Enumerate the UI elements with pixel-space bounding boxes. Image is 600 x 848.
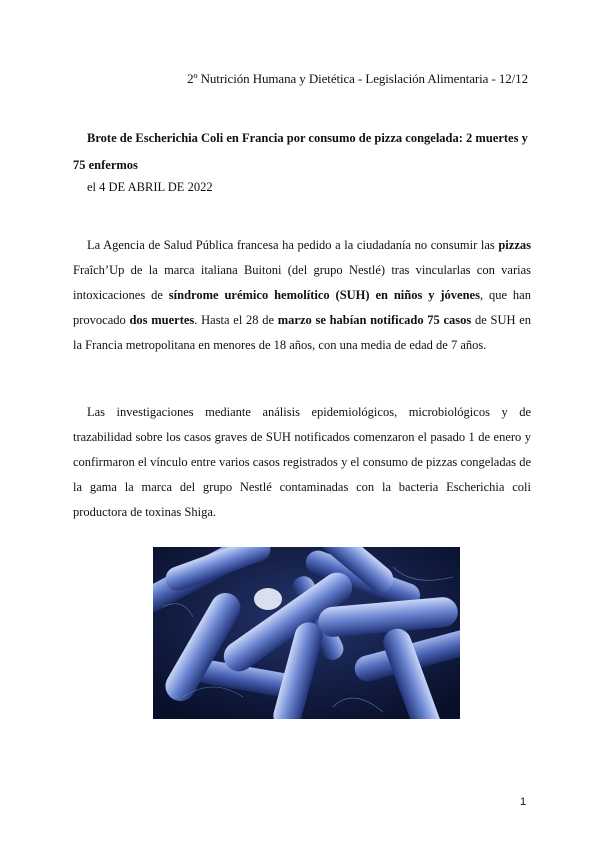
p1-bold-pizzas: pizzas	[498, 238, 531, 252]
bacteria-illustration	[153, 547, 460, 719]
bacteria-image	[153, 547, 460, 719]
p1-text-4: . Hasta el 28 de	[194, 313, 278, 327]
p1-bold-deaths: dos muertes	[129, 313, 195, 327]
p1-text-1: La Agencia de Salud Pública francesa ha pedido a la ciudadanía no consumir las	[87, 238, 499, 252]
article-date: el 4 DE ABRIL DE 2022	[87, 180, 213, 194]
p2-text: Las investigaciones mediante análisis epidemiológicos, microbiológicos y de trazabilidad sobre los casos graves de SUH notificados comenzaron el pasado 1 de enero y confirmaron el vínculo entre varios casos registrados y el consumo de pizzas congeladas de la gama la marca del grupo Nestlé contaminadas con la bacteria Escherichia coli productora de toxinas Shiga.	[73, 405, 531, 519]
paragraph-2	[73, 400, 531, 525]
p1-text-5: de SUH en la Francia metropolitana en menores de 18 años, con una media de edad de 7 años.	[73, 313, 532, 352]
page-header: 2º Nutrición Humana y Dietética - Legislación Alimentaria - 12/12	[187, 71, 528, 86]
p1-text-3: , que han provocado	[73, 288, 531, 327]
title-line-1: Brote de Escherichia Coli en Francia por consumo de pizza congelada: 2 muertes y	[87, 131, 528, 145]
page-number: 1	[520, 796, 527, 808]
title-line-2: 75 enfermos	[73, 158, 138, 172]
p1-bold-suh: síndrome urémico hemolítico (SUH) en niños y jóvenes	[168, 288, 480, 302]
p1-text-2: Fraîch’Up de la marca italiana Buitoni (del grupo Nestlé) tras vincularlas con varias intoxicaciones de	[73, 263, 531, 302]
article-title	[73, 125, 531, 179]
p1-bold-cases: marzo se habían notificado 75 casos	[277, 313, 472, 327]
paragraph-1	[73, 233, 531, 358]
